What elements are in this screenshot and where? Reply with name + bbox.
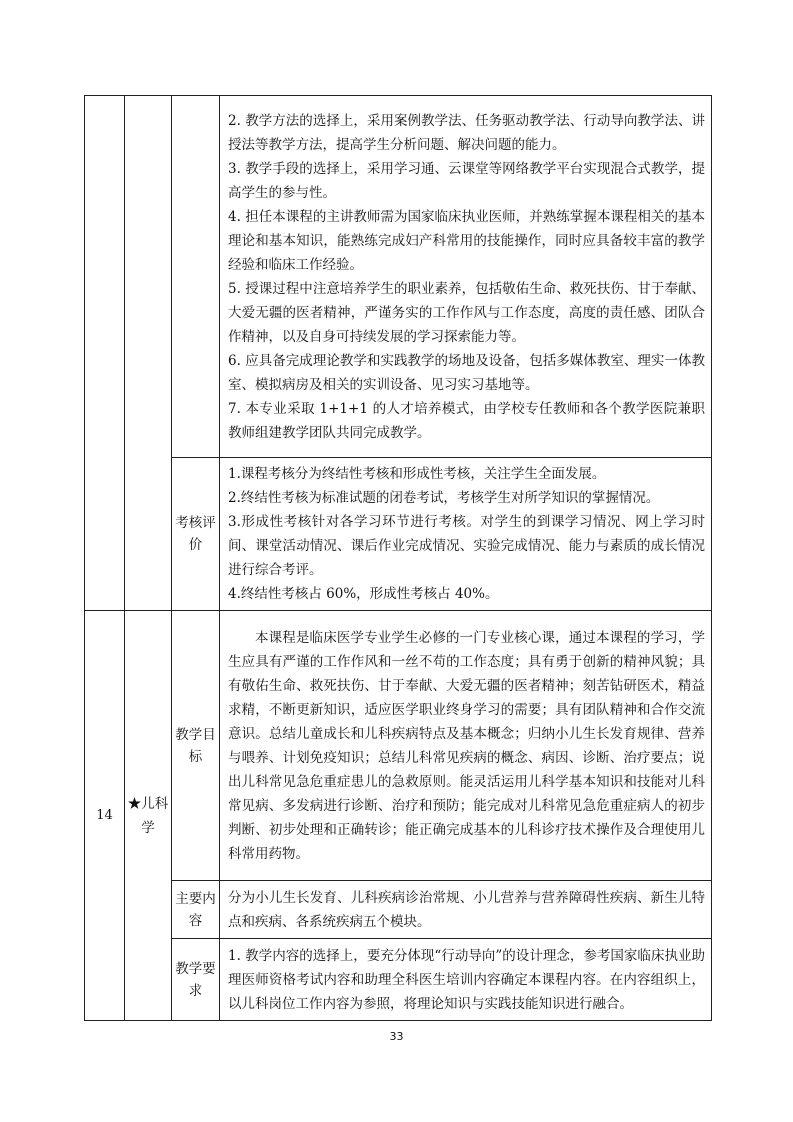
list-item: 5. 授课过程中注意培养学生的职业素养，包括敬佑生命、救死扶伤、甘于奉献、大爱无疆的医者精神，严谨务实的工作作风与工作态度，高度的责任感、团队合作精神，以及自身可持续发展的学习探索能力等。: [228, 280, 705, 345]
requirements-cell: [220, 939, 712, 1021]
category-cell-continued: [172, 96, 220, 458]
course-name: ★儿科学: [125, 611, 172, 1021]
requirements-label: 教学要求: [172, 939, 220, 1021]
teaching-requirements-list: [228, 109, 705, 445]
page-number: 33: [389, 1030, 404, 1043]
table-row: [85, 458, 712, 611]
teaching-requirements-cell: [220, 96, 712, 458]
requirements-text: 1. 教学内容的选择上，要充分体现“行动导向”的设计理念，参考国家临床执业助理医师资格考试内容和助理全科医生培训内容确定本课程内容。在内容组织上，以儿科岗位工作内容为参照，将理论知识与实践技能知识进行融合。: [228, 947, 705, 1012]
assessment-list: [228, 462, 705, 606]
content-text: 分为小儿生长发育、儿科疾病诊治常规、小儿营养与营养障碍性疾病、新生儿特点和疾病、各系统疾病五个模块。: [228, 889, 705, 930]
table-row: [85, 881, 712, 939]
course-number: 14: [85, 611, 125, 1021]
list-item: 7. 本专业采取 1+1+1 的人才培养模式，由学校专任教师和各个教学医院兼职教师组建教学团队共同完成教学。: [228, 400, 705, 441]
objectives-label: 教学目标: [172, 611, 220, 881]
table-row: [85, 611, 712, 881]
list-item: 2. 教学方法的选择上，采用案例教学法、任务驱动教学法、行动导向教学法、讲授法等教学方法，提高学生分析问题、解决问题的能力。: [228, 112, 705, 153]
list-item: 3. 教学手段的选择上，采用学习通、云课堂等网络教学平台实现混合式教学，提高学生的参与性。: [228, 160, 705, 201]
content-cell: [220, 881, 712, 939]
list-item: 4. 担任本课程的主讲教师需为国家临床执业医师，并熟练掌握本课程相关的基本理论和基本知识，能熟练完成妇产科常用的技能操作，同时应具备较丰富的教学经验和临床工作经验。: [228, 208, 705, 273]
list-item: 6. 应具备完成理论教学和实践教学的场地及设备，包括多媒体教室、理实一体教室、模拟病房及相关的实训设备、见习实习基地等。: [228, 352, 705, 393]
course-cell-continued: [125, 96, 172, 611]
assessment-cell: [220, 458, 712, 611]
table-row: [85, 96, 712, 458]
objectives-cell: [220, 611, 712, 881]
assessment-label: 考核评价: [172, 458, 220, 611]
list-item: 2.终结性考核为标准试题的闭卷考试，考核学生对所学知识的掌握情况。: [228, 490, 660, 506]
list-item: 4.终结性考核占 60%，形成性考核占 40%。: [228, 586, 499, 602]
number-cell-continued: [85, 96, 125, 611]
list-item: 1.课程考核分为终结性考核和形成性考核，关注学生全面发展。: [228, 466, 606, 482]
content-label: 主要内容: [172, 881, 220, 939]
objectives-text: 本课程是临床医学专业学生必修的一门专业核心课，通过本课程的学习，学生应具有严谨的工作作风和一丝不苟的工作态度；具有勇于创新的精神风貌；具有敬佑生命、救死扶伤、甘于奉献、大爱无疆的医者精神；刻苦钻研医术，精益求精，不断更新知识，适应医学职业终身学习的需要；具有团队精神和合作交流意识。总结儿童成长和儿科疾病特点及基本概念；归纳小儿生长发育规律、营养与喂养、计划免疫知识；总结儿科常见疾病的概念、病因、诊断、治疗要点；说出儿科常见急危重症患儿的急救原则。能灵活运用儿科学基本知识和技能对儿科常见病、多发病进行诊断、治疗和预防；能完成对儿科常见急危重症病人的初步判断、初步处理和正确转诊；能正确完成基本的儿科诊疗技术操作及合理使用儿科常用药物。: [228, 629, 705, 862]
table-row: [85, 939, 712, 1021]
list-item: 3.形成性考核针对各学习环节进行考核。对学生的到课学习情况、网上学习时间、课堂活动情况、课后作业完成情况、实验完成情况、能力与素质的成长情况进行综合考评。: [228, 514, 705, 578]
curriculum-table: [84, 95, 712, 1021]
